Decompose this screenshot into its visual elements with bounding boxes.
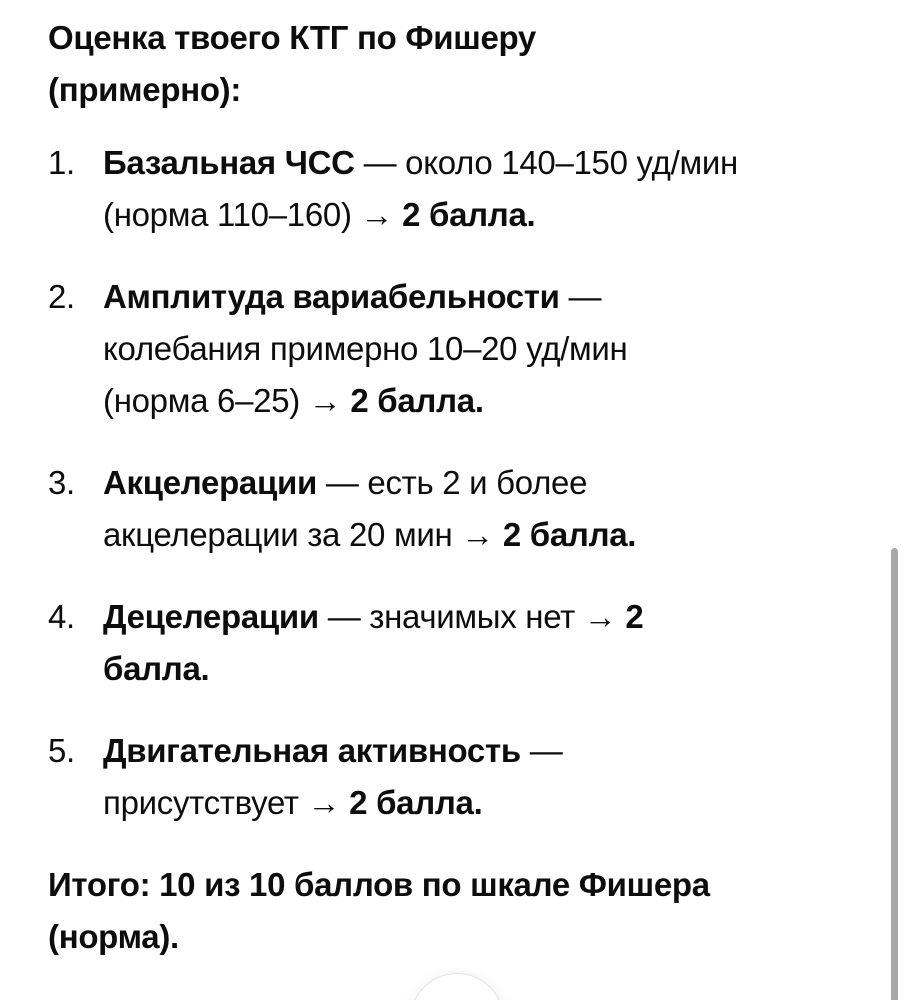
list-item	[48, 137, 868, 241]
text-segment: 2 балла.	[502, 516, 637, 553]
message-title	[48, 12, 868, 116]
text-line	[103, 725, 868, 777]
text-segment: 2 балла.	[350, 382, 484, 419]
text-line	[103, 375, 868, 427]
text-line	[103, 137, 868, 189]
assistant-message	[48, 12, 868, 963]
scrollbar-thumb[interactable]	[891, 548, 898, 1000]
list-item-number: 1.	[48, 144, 75, 181]
total-score-text	[48, 859, 868, 963]
list-item	[48, 271, 868, 427]
text-segment: —	[559, 278, 602, 315]
text-segment: балла.	[103, 650, 210, 687]
text-segment: — около 140–150 уд/мин	[354, 144, 738, 181]
text-line	[103, 777, 868, 829]
text-line	[103, 643, 868, 695]
text-line	[103, 271, 868, 323]
text-line	[103, 457, 868, 509]
title-line: (примерно):	[48, 71, 242, 108]
text-segment: — есть 2 и более	[316, 464, 588, 501]
text-line	[103, 509, 868, 561]
list-item-number: 3.	[48, 464, 75, 501]
text-segment: Децелерации	[103, 598, 319, 635]
list-item	[48, 457, 868, 561]
summary-line: Итого: 10 из 10 баллов по шкале Фишера	[48, 866, 710, 903]
list-item	[48, 725, 868, 829]
text-segment: колебания примерно 10–20 уд/мин	[103, 330, 628, 367]
text-segment: 2	[625, 598, 644, 635]
text-segment: — значимых нет →	[318, 598, 626, 635]
text-segment: 2 балла.	[402, 196, 536, 233]
text-segment: —	[520, 732, 563, 769]
list-item-number: 4.	[48, 598, 75, 635]
title-line: Оценка твоего КТГ по Фишеру	[48, 19, 536, 56]
list-item-number: 5.	[48, 732, 75, 769]
text-segment: Двигательная активность	[103, 732, 521, 769]
fisher-score-list	[48, 137, 868, 829]
text-line	[103, 323, 868, 375]
text-segment: (норма 6–25) →	[103, 382, 351, 419]
text-segment: Базальная ЧСС	[103, 144, 355, 181]
list-item	[48, 591, 868, 695]
text-line	[103, 591, 868, 643]
text-segment: (норма 110–160) →	[103, 196, 403, 233]
text-segment: акцелерации за 20 мин →	[103, 516, 503, 553]
summary-line: (норма).	[48, 918, 179, 955]
text-segment: присутствует →	[103, 784, 350, 821]
text-segment: Акцелерации	[103, 464, 317, 501]
scroll-to-bottom-button[interactable]	[410, 973, 504, 1000]
text-segment: 2 балла.	[349, 784, 483, 821]
text-line	[103, 189, 868, 241]
list-item-number: 2.	[48, 278, 75, 315]
text-segment: Амплитуда вариабельности	[103, 278, 560, 315]
